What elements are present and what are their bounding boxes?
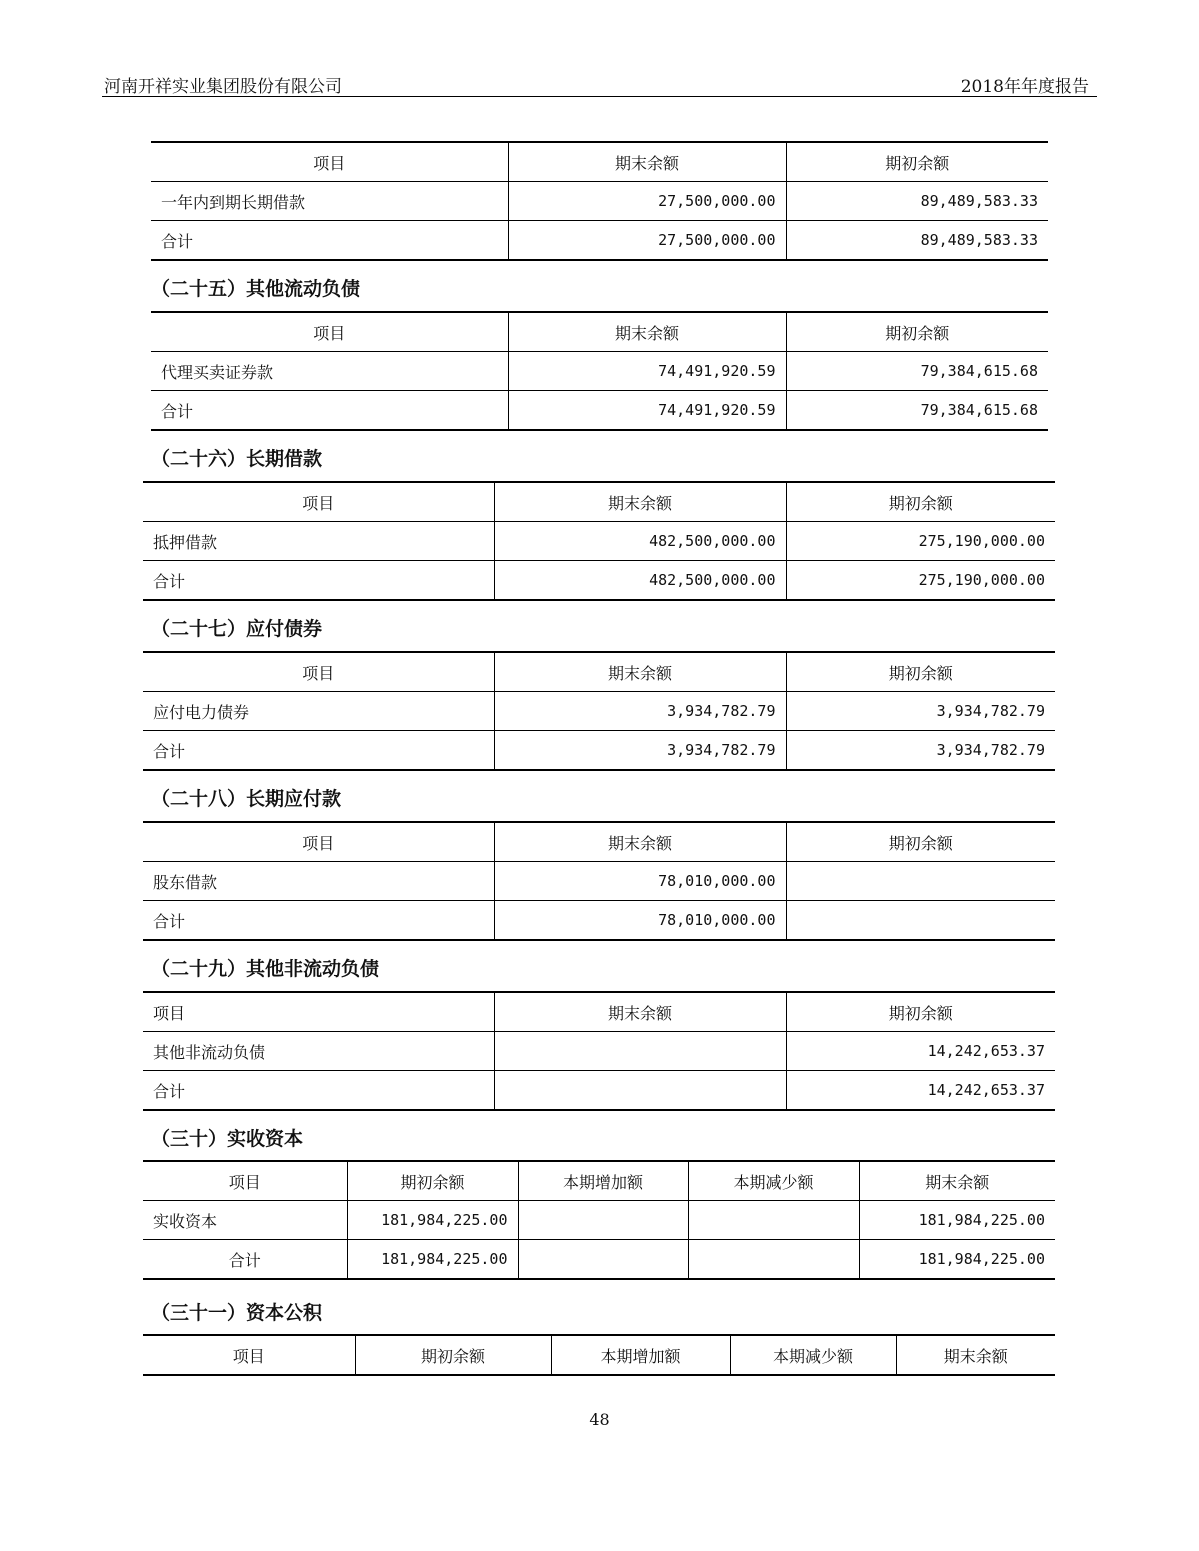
- table-total-row: [143, 901, 1055, 941]
- value-cell: 14,242,653.37: [786, 1071, 1055, 1111]
- value-cell: [786, 901, 1055, 941]
- table-other-current-liabilities: [151, 311, 1048, 431]
- value-cell: 74,491,920.59: [508, 391, 786, 431]
- page-header-company: 河南开祥实业集团股份有限公司: [104, 77, 342, 97]
- table-capital-reserve: [143, 1334, 1055, 1376]
- total-label: 合计: [143, 561, 494, 601]
- header-cell: 期初余额: [786, 482, 1055, 522]
- header-cell: 项目: [313, 323, 346, 343]
- section-title-other-current-liabilities: （二十五）其他流动负债: [151, 278, 361, 300]
- header-cell: 期末余额: [508, 312, 786, 352]
- header-cell: 本期减少额: [688, 1161, 859, 1201]
- table-bonds-payable: [143, 651, 1055, 771]
- table-total-row: [151, 391, 1048, 431]
- value-cell: 3,934,782.79: [786, 692, 1055, 731]
- value-cell: [518, 1201, 688, 1240]
- header-rule: [102, 96, 1097, 97]
- total-label: 合计: [143, 901, 494, 941]
- header-cell: 项目: [232, 1346, 265, 1366]
- header-cell: 期末余额: [859, 1161, 1055, 1201]
- value-cell: [688, 1240, 859, 1280]
- value-cell: 3,934,782.79: [786, 731, 1055, 771]
- header-cell: 期初余额: [786, 652, 1055, 692]
- value-cell: 79,384,615.68: [786, 352, 1048, 391]
- value-cell: 89,489,583.33: [786, 221, 1048, 261]
- header-cell: 期末余额: [508, 142, 786, 182]
- table-header-row: [143, 482, 1055, 522]
- table-row: [143, 862, 1055, 901]
- total-label: 合计: [143, 1071, 494, 1111]
- table-total-row: [151, 221, 1048, 261]
- item-cell: 应付电力债券: [143, 692, 494, 731]
- header-cell: 本期增加额: [551, 1335, 730, 1375]
- section-title-long-term-loans: （二十六）长期借款: [151, 448, 323, 470]
- table-total-row: [143, 561, 1055, 601]
- total-label: 合计: [143, 1240, 347, 1280]
- header-cell: 项目: [228, 1172, 261, 1192]
- header-cell: 本期减少额: [730, 1335, 896, 1375]
- value-cell: 181,984,225.00: [859, 1201, 1055, 1240]
- value-cell: [688, 1201, 859, 1240]
- value-cell: 74,491,920.59: [508, 352, 786, 391]
- header-cell: 期初余额: [786, 142, 1048, 182]
- value-cell: 78,010,000.00: [494, 862, 786, 901]
- header-cell: 项目: [302, 493, 335, 513]
- table-paid-in-capital: [143, 1160, 1055, 1280]
- section-title-capital-reserve: （三十一）资本公积: [151, 1302, 323, 1324]
- value-cell: 482,500,000.00: [494, 522, 786, 561]
- section-title-long-term-payables: （二十八）长期应付款: [151, 788, 342, 810]
- item-cell: 一年内到期长期借款: [151, 182, 508, 221]
- header-cell: 期末余额: [494, 482, 786, 522]
- table-total-row: [143, 1071, 1055, 1111]
- header-cell: 期末余额: [896, 1335, 1055, 1375]
- value-cell: 27,500,000.00: [508, 221, 786, 261]
- header-cell: 期初余额: [786, 822, 1055, 862]
- header-cell: 期初余额: [347, 1161, 518, 1201]
- table-current-portion-long-term-loans: [151, 141, 1048, 261]
- value-cell: [494, 1071, 786, 1111]
- table-other-non-current-liabilities: [143, 991, 1055, 1111]
- item-cell: 股东借款: [143, 862, 494, 901]
- header-cell: 期初余额: [786, 312, 1048, 352]
- value-cell: [518, 1240, 688, 1280]
- value-cell: 181,984,225.00: [347, 1201, 518, 1240]
- value-cell: 181,984,225.00: [347, 1240, 518, 1280]
- total-label: 合计: [151, 391, 508, 431]
- header-cell: 期末余额: [494, 652, 786, 692]
- table-long-term-loans: [143, 481, 1055, 601]
- value-cell: 181,984,225.00: [859, 1240, 1055, 1280]
- header-cell: 期末余额: [494, 992, 786, 1032]
- table-row: [143, 1201, 1055, 1240]
- table-header-row: [143, 1161, 1055, 1201]
- table-row: [143, 522, 1055, 561]
- value-cell: 79,384,615.68: [786, 391, 1048, 431]
- table-total-row: [143, 1240, 1055, 1280]
- table-header-row: [143, 1335, 1055, 1375]
- value-cell: 3,934,782.79: [494, 731, 786, 771]
- value-cell: 275,190,000.00: [786, 561, 1055, 601]
- table-header-row: [151, 312, 1048, 352]
- item-cell: 抵押借款: [143, 522, 494, 561]
- header-cell: 期初余额: [786, 992, 1055, 1032]
- value-cell: 89,489,583.33: [786, 182, 1048, 221]
- value-cell: 27,500,000.00: [508, 182, 786, 221]
- item-cell: 其他非流动负债: [143, 1032, 494, 1071]
- table-header-row: [143, 652, 1055, 692]
- value-cell: 275,190,000.00: [786, 522, 1055, 561]
- total-label: 合计: [151, 221, 508, 261]
- page-number: 48: [589, 1410, 610, 1429]
- table-total-row: [143, 731, 1055, 771]
- value-cell: 3,934,782.79: [494, 692, 786, 731]
- table-row: [151, 182, 1048, 221]
- table-row: [143, 692, 1055, 731]
- total-label: 合计: [143, 731, 494, 771]
- item-cell: 实收资本: [143, 1201, 347, 1240]
- value-cell: [494, 1032, 786, 1071]
- header-cell: 项目: [302, 663, 335, 683]
- header-cell: 本期增加额: [518, 1161, 688, 1201]
- table-header-row: [143, 992, 1055, 1032]
- item-cell: 代理买卖证券款: [151, 352, 508, 391]
- section-title-other-non-current-liabilities: （二十九）其他非流动负债: [151, 958, 380, 980]
- header-cell: 期末余额: [494, 822, 786, 862]
- value-cell: 482,500,000.00: [494, 561, 786, 601]
- value-cell: 14,242,653.37: [786, 1032, 1055, 1071]
- section-title-bonds-payable: （二十七）应付债券: [151, 618, 323, 640]
- value-cell: [786, 862, 1055, 901]
- header-cell: 项目: [302, 833, 335, 853]
- header-cell: 项目: [153, 1003, 186, 1023]
- table-row: [151, 352, 1048, 391]
- table-header-row: [151, 142, 1048, 182]
- header-cell: 期初余额: [355, 1335, 551, 1375]
- table-row: [143, 1032, 1055, 1071]
- value-cell: 78,010,000.00: [494, 901, 786, 941]
- page-header-report: 2018年年度报告: [960, 77, 1089, 97]
- section-title-paid-in-capital: （三十）实收资本: [151, 1128, 304, 1150]
- table-header-row: [143, 822, 1055, 862]
- header-cell: 项目: [313, 153, 346, 173]
- table-long-term-payables: [143, 821, 1055, 941]
